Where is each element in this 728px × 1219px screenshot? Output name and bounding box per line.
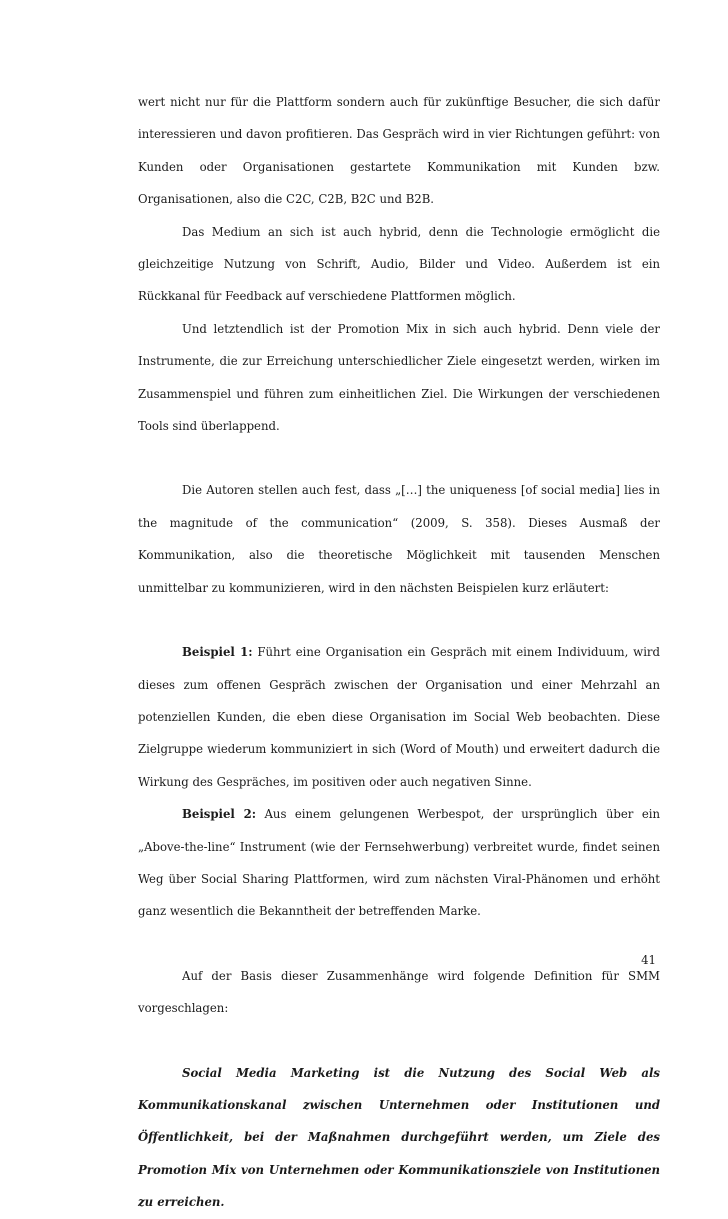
example-1-text: Führt eine Organisation ein Gespräch mit einem Individuum, wird dieses zum offenen Gespräch zwischen der Organisation und einer Mehrzahl an potenziellen Kunden, die eben diese Organisation im Social Web beobachten. Diese Zielgruppe wiederum kommuniziert in sich (Word of Mouth) und erweitert dadurch die Wirkung des Gespräches, im positiven oder auch negativen Sinne. (138, 645, 660, 789)
paragraph-authors-quote: Die Autoren stellen auch fest, dass „[…] the uniqueness [of social media] lies in the magnitude of the communication“ (2009, S. 358). Dieses Ausmaß der Kommunikation, also die theoretische Möglichkeit mit tausenden Menschen unmittelbar zu kommunizieren, wird in den nächsten Beispielen kurz erläutert: (138, 483, 660, 595)
paragraph-smm-definition: Social Media Marketing ist die Nutzung des Social Web als Kommunikationskanal zwischen Unternehmen oder Institutionen und Öffentlichkeit, bei der Maßnahmen durchgeführt werden, um Ziele des Promotion Mix von Unternehmen oder Kommunikationsziele von Institutionen zu erreichen. (138, 1065, 660, 1210)
paragraph-definition-intro: Auf der Basis dieser Zusammenhänge wird folgende Definition für SMM vorgeschlagen: (138, 968, 660, 1016)
paragraph-communication-directions: wert nicht nur für die Plattform sondern auch für zukünftige Besucher, die sich dafür interessieren und davon profitieren. Das Gespräch wird in vier Richtungen geführt: von Kunden oder Organisationen gestartete Kommunikation mit Kunden bzw. Organisationen, also die C2C, C2B, B2C und B2B. (138, 95, 660, 207)
paragraph-hybrid-promotion-mix: Und letztendlich ist der Promotion Mix in sich auch hybrid. Denn viele der Instrumente, die zur Erreichung unterschiedlicher Ziele eingesetzt werden, wirken im Zusammenspiel und führen zum einheitlichen Ziel. Die Wirkungen der verschiedenen Tools sind überlappend. (138, 321, 660, 434)
paragraph-example-1 (138, 636, 660, 798)
body-text (138, 86, 660, 1219)
example-2-text: Aus einem gelungenen Werbespot, der ursprünglich über ein „Above-the-line“ Instrument (wie der Fernsehwerbung) verbreitet wurde, findet seinen Weg über Social Sharing Plattformen, wird zum nächsten Viral-Phänomen und erhöht ganz wesentlich die Bekanntheit der betreffenden Marke. (138, 807, 661, 919)
paragraph-hybrid-medium: Das Medium an sich ist auch hybrid, denn die Technologie ermöglicht die gleichzeitige Nutzung von Schrift, Audio, Bilder und Video. Außerdem ist ein Rückkanal für Feedback auf verschiedene Plattformen möglich. (138, 224, 660, 304)
paragraph-example-2 (138, 798, 660, 928)
example-2-label: Beispiel 2: (182, 807, 257, 822)
page-number: 41 (641, 953, 656, 967)
example-1-label: Beispiel 1: (182, 645, 253, 660)
